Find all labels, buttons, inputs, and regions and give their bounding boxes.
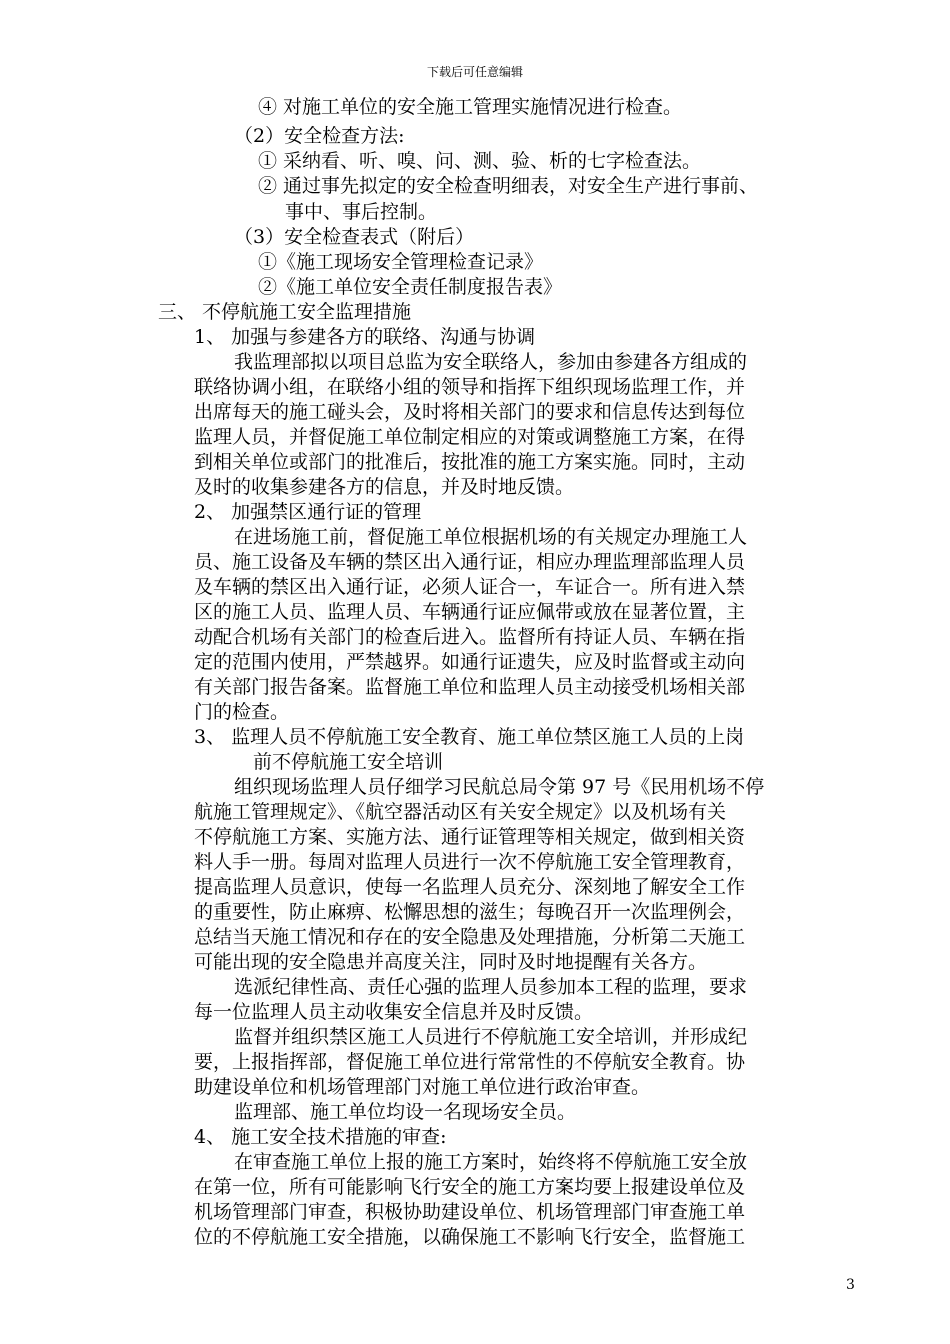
text-line: 每一位监理人员主动收集安全信息并及时反馈。 bbox=[194, 1001, 594, 1023]
text-line: 到相关单位或部门的批准后，按批准的施工方案实施。同时，主动 bbox=[194, 451, 746, 473]
text-line: 事中、事后控制。 bbox=[285, 201, 438, 223]
text-line: 及车辆的禁区出入通行证，必须人证合一，车证合一。所有进入禁 bbox=[194, 576, 746, 598]
text-line: ② 通过事先拟定的安全检查明细表，对安全生产进行事前、 bbox=[258, 175, 759, 197]
text-line: ②《施工单位安全责任制度报告表》 bbox=[258, 276, 563, 298]
section-heading: 1、 加强与参建各方的联络、沟通与协调 bbox=[194, 326, 536, 348]
text-line: 定的范围内使用，严禁越界。如通行证遗失，应及时监督或主动向 bbox=[194, 651, 746, 673]
text-line: 员、施工设备及车辆的禁区出入通行证，相应办理监理部监理人员 bbox=[194, 551, 746, 573]
page-number: 3 bbox=[846, 1277, 855, 1293]
text-line: 机场管理部门审查，积极协助建设单位、机场管理部门审查施工单 bbox=[194, 1201, 746, 1223]
text-line: 料人手一册。每周对监理人员进行一次不停航施工安全管理教育， bbox=[194, 851, 746, 873]
text-line: 我监理部拟以项目总监为安全联络人，参加由参建各方组成的 bbox=[234, 351, 748, 373]
text-line: 区的施工人员、监理人员、车辆通行证应佩带或放在显著位置，主 bbox=[194, 601, 746, 623]
text-line: 不停航施工方案、实施方法、通行证管理等相关规定，做到相关资 bbox=[194, 826, 746, 848]
section-heading: 3、 监理人员不停航施工安全教育、施工单位禁区施工人员的上岗 bbox=[194, 726, 745, 748]
text-line: 监理人员，并督促施工单位制定相应的对策或调整施工方案，在得 bbox=[194, 426, 746, 448]
text-line: 提高监理人员意识，使每一名监理人员充分、深刻地了解安全工作 bbox=[194, 876, 746, 898]
text-line: 在审查施工单位上报的施工方案时，始终将不停航施工安全放 bbox=[234, 1151, 748, 1173]
text-line: 及时的收集参建各方的信息，并及时地反馈。 bbox=[194, 476, 575, 498]
text-line: 要，上报指挥部，督促施工单位进行常常性的不停航安全教育。协 bbox=[194, 1051, 746, 1073]
text-line: 的重要性，防止麻痹、松懈思想的滋生；每晚召开一次监理例会， bbox=[194, 901, 746, 923]
section-subheading: （3）安全检查表式（附后） bbox=[234, 226, 475, 248]
section-heading: 三、 不停航施工安全监理措施 bbox=[158, 301, 412, 323]
text-line: 选派纪律性高、责任心强的监理人员参加本工程的监理，要求 bbox=[234, 976, 748, 998]
text-line: 监督并组织禁区施工人员进行不停航施工安全培训，并形成纪 bbox=[234, 1026, 748, 1048]
text-line: ④ 对施工单位的安全施工管理实施情况进行检查。 bbox=[258, 96, 683, 118]
text-line: 可能出现的安全隐患并高度关注，同时及时地提醒有关各方。 bbox=[194, 951, 708, 973]
section-heading: 前不停航施工安全培训 bbox=[253, 751, 444, 773]
text-line: 在进场施工前，督促施工单位根据机场的有关规定办理施工人 bbox=[234, 526, 748, 548]
text-line: 总结当天施工情况和存在的安全隐患及处理措施，分析第二天施工 bbox=[194, 926, 746, 948]
text-line: 动配合机场有关部门的检查后进入。监督所有持证人员、车辆在指 bbox=[194, 626, 746, 648]
text-line: 在第一位，所有可能影响飞行安全的施工方案均要上报建设单位及 bbox=[194, 1176, 746, 1198]
text-line: 航施工管理规定》、《航空器活动区有关安全规定》以及机场有关 bbox=[194, 801, 727, 823]
text-line: 监理部、施工单位均设一名现场安全员。 bbox=[234, 1101, 577, 1123]
page-header: 下载后可任意编辑 bbox=[426, 65, 523, 79]
text-line: ① 采纳看、听、嗅、问、测、验、析的七字检查法。 bbox=[258, 150, 702, 172]
text-line: 组织现场监理人员仔细学习民航总局令第 97 号《民用机场不停 bbox=[234, 776, 765, 798]
text-line: 位的不停航施工安全措施，以确保施工不影响飞行安全，监督施工 bbox=[194, 1226, 746, 1248]
text-line: 联络协调小组，在联络小组的领导和指挥下组织现场监理工作，并 bbox=[194, 376, 746, 398]
section-subheading: （2）安全检查方法: bbox=[234, 125, 405, 147]
text-line: 出席每天的施工碰头会，及时将相关部门的要求和信息传达到每位 bbox=[194, 401, 746, 423]
text-line: ①《施工现场安全管理检查记录》 bbox=[258, 251, 544, 273]
section-heading: 2、 加强禁区通行证的管理 bbox=[194, 501, 422, 523]
text-line: 门的检查。 bbox=[194, 701, 290, 723]
section-heading: 4、 施工安全技术措施的审查: bbox=[194, 1126, 447, 1148]
text-line: 助建设单位和机场管理部门对施工单位进行政治审查。 bbox=[194, 1076, 651, 1098]
text-line: 有关部门报告备案。监督施工单位和监理人员主动接受机场相关部 bbox=[194, 676, 746, 698]
